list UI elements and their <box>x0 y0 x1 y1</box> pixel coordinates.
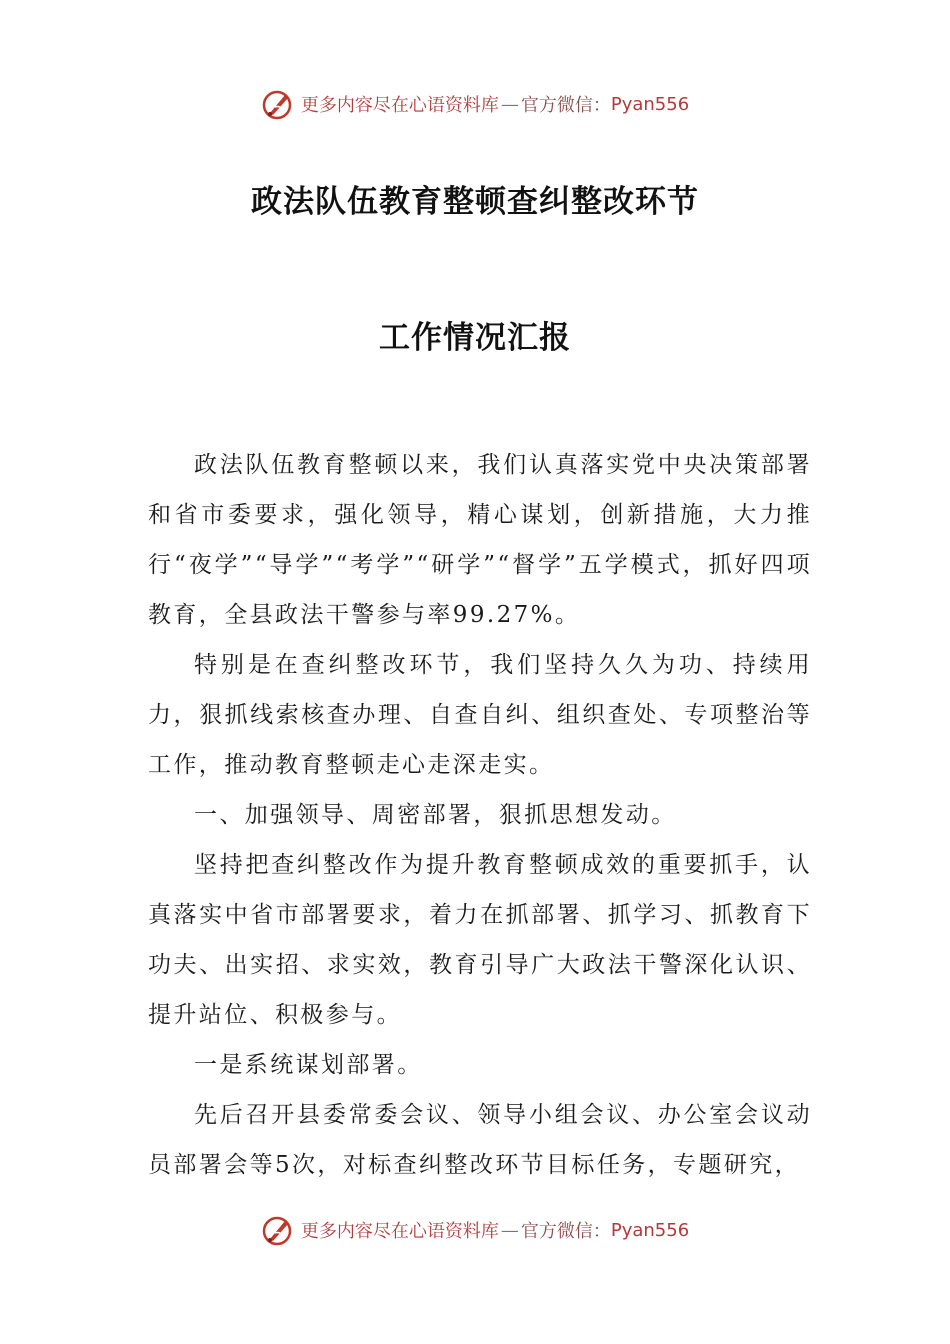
watermark-banner-top <box>0 84 950 124</box>
paragraph-rectification: 特别是在查纠整改环节，我们坚持久久为功、持续用力，狠抓线索核查办理、自查自纠、组织查处、专项整治等工作，推动教育整顿走心走深走实。 <box>148 652 812 778</box>
watermark-site-text: 更多内容尽在心语资料库 <box>300 1221 499 1242</box>
paragraph-section-1: 坚持把查纠整改作为提升教育整顿成效的重要抓手，认真落实中省市部署要求，着力在抓部署、抓学习、抓教育下功夫、出实招、求实效，教育引导广大政法干警深化认识、提升站位、积极参与。 <box>148 852 812 1028</box>
watermark-wechat-label: 官方微信： <box>520 95 611 116</box>
paragraph-intro: 政法队伍教育整顿以来，我们认真落实党中央决策部署和省市委要求，强化领导，精心谋划，创新措施，大力推行“夜学”“导学”“考学”“研学”“督学”五学模式，抓好四项教育，全县政法干警参与率99.27%。 <box>148 452 812 628</box>
watermark-separator: — <box>500 1219 519 1241</box>
quill-logo-icon <box>261 1213 295 1247</box>
quill-logo-icon <box>261 87 295 121</box>
document-title-line1: 政法队伍教育整顿查纠整改环节 <box>251 184 699 220</box>
document-title-line2: 工作情况汇报 <box>379 320 571 356</box>
paragraph-meetings: 先后召开县委常委会议、领导小组会议、办公室会议动员部署会等5次，对标查纠整改环节目标任务，专题研究， <box>148 1102 812 1178</box>
watermark-separator: — <box>500 93 519 115</box>
watermark-wechat-id: Pyan556 <box>610 1219 690 1241</box>
subheading-1: 一是系统谋划部署。 <box>194 1052 423 1078</box>
watermark-site-text: 更多内容尽在心语资料库 <box>300 95 499 116</box>
watermark-banner-bottom <box>0 1210 950 1250</box>
watermark-wechat-label: 官方微信： <box>520 1221 611 1242</box>
section-heading-1: 一、加强领导、周密部署，狠抓思想发动。 <box>194 802 677 828</box>
watermark-wechat-id: Pyan556 <box>610 93 690 115</box>
document-body <box>148 440 812 1190</box>
